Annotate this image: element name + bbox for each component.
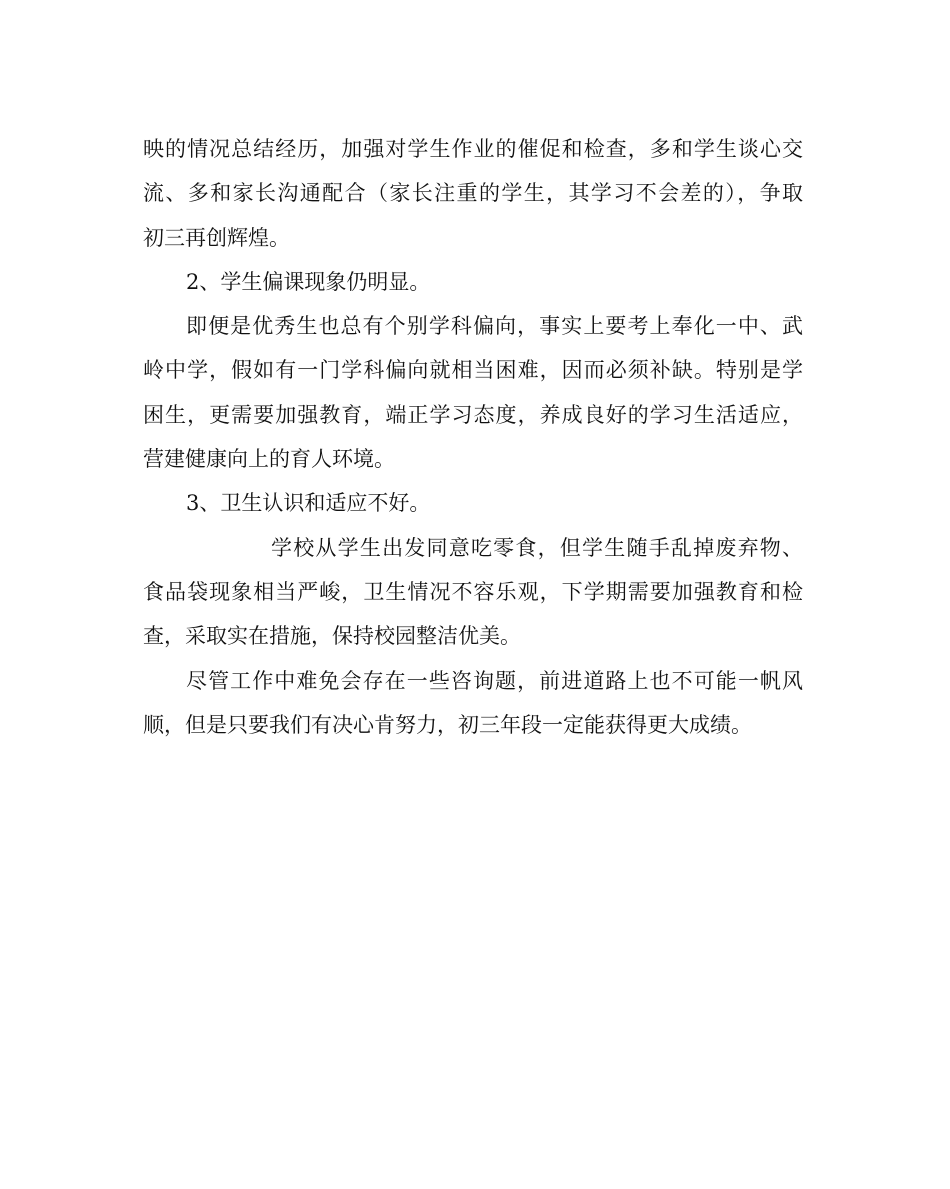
text-line: 困生，更需要加强教育，端正学习态度，养成良好的学习生活适应， — [143, 402, 803, 427]
text-line: 查，采取实在措施，保持校园整洁优美。 — [143, 624, 521, 649]
section-heading: 2、学生偏课现象仍明显。 — [186, 269, 431, 294]
text-line: 即便是优秀生也总有个别学科偏向，事实上要考上奉化一中、武 — [186, 314, 803, 339]
text-line: 学校从学生出发同意吃零食，但学生随手乱掉废弃物、 — [271, 535, 803, 560]
text-line: 初三再创辉煌。 — [143, 225, 290, 250]
text-line: 顺，但是只要我们有决心肯努力，初三年段一定能获得更大成绩。 — [143, 712, 752, 737]
document-body — [143, 127, 803, 747]
section-heading: 3、卫生认识和适应不好。 — [186, 491, 431, 516]
text-line: 流、多和家长沟通配合（家长注重的学生，其学习不会差的），争取 — [143, 181, 803, 206]
text-line: 食品袋现象相当严峻，卫生情况不容乐观，下学期需要加强教育和检 — [143, 579, 803, 604]
text-line: 映的情况总结经历，加强对学生作业的催促和检查，多和学生谈心交 — [143, 137, 803, 161]
text-line: 尽管工作中难免会存在一些咨询题，前进道路上也不可能一帆风 — [186, 668, 803, 693]
text-line: 岭中学，假如有一门学科偏向就相当困难，因而必须补缺。特别是学 — [143, 358, 803, 383]
text-line: 营建健康向上的育人环境。 — [143, 447, 395, 472]
